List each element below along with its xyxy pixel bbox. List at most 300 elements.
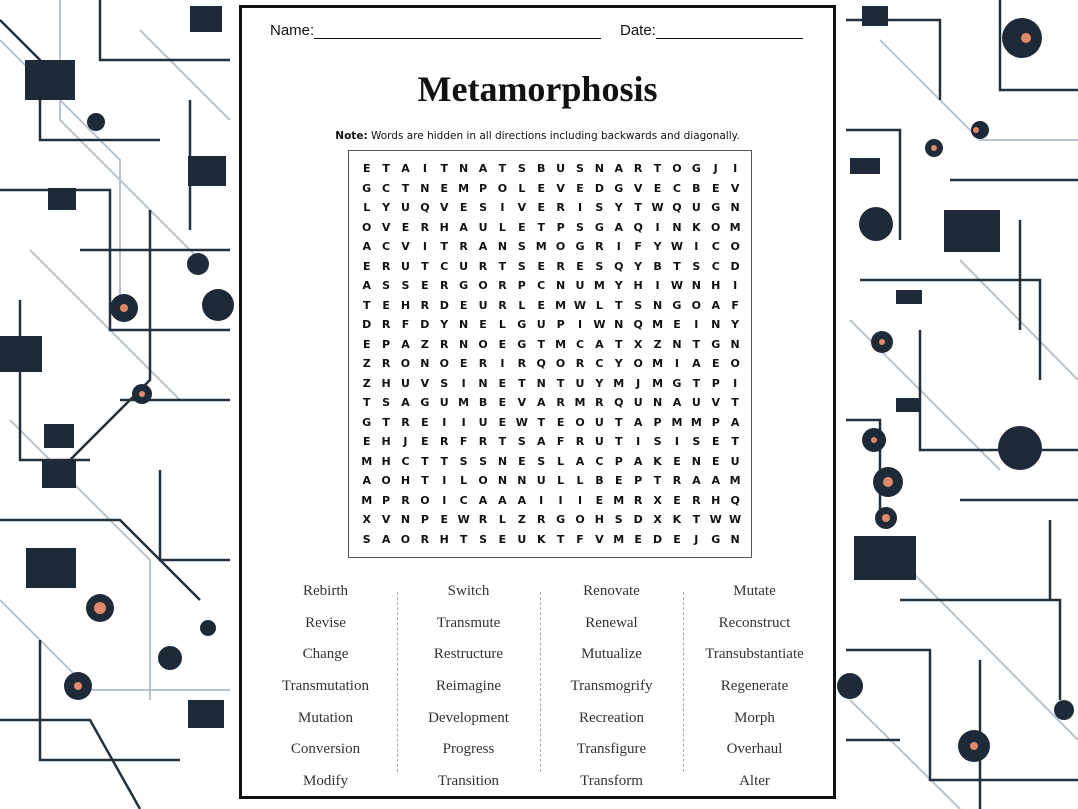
grid-letter[interactable]: G [362, 415, 372, 429]
grid-letter[interactable]: R [672, 474, 682, 488]
grid-letter[interactable]: S [479, 532, 487, 546]
grid-letter[interactable]: W [515, 415, 528, 429]
grid-letter[interactable]: G [362, 181, 372, 195]
grid-letter[interactable]: T [556, 376, 565, 390]
grid-letter[interactable]: I [442, 474, 447, 488]
grid-letter[interactable]: O [555, 357, 566, 371]
grid-letter[interactable]: L [518, 298, 526, 312]
grid-letter[interactable]: N [691, 279, 701, 293]
grid-letter[interactable]: C [595, 357, 604, 371]
grid-letter[interactable]: N [614, 318, 624, 332]
grid-letter[interactable]: R [381, 259, 391, 273]
grid-letter[interactable]: K [672, 513, 682, 527]
grid-letter[interactable]: R [633, 493, 643, 507]
grid-letter[interactable]: C [440, 259, 449, 273]
grid-letter[interactable]: P [653, 415, 662, 429]
grid-letter[interactable]: R [498, 298, 507, 312]
grid-letter[interactable]: R [478, 435, 488, 449]
grid-letter[interactable]: G [459, 279, 469, 293]
grid-letter[interactable]: E [459, 357, 468, 371]
grid-letter[interactable]: E [653, 181, 662, 195]
grid-letter[interactable]: F [731, 298, 739, 312]
grid-letter[interactable]: Q [614, 396, 624, 410]
grid-letter[interactable]: P [556, 318, 565, 332]
grid-letter[interactable]: R [633, 162, 643, 176]
grid-letter[interactable]: A [401, 396, 410, 410]
grid-letter[interactable]: A [362, 279, 371, 293]
grid-letter[interactable]: T [421, 259, 429, 273]
grid-letter[interactable]: U [439, 396, 449, 410]
grid-letter[interactable]: Z [653, 337, 662, 351]
grid-letter[interactable]: L [576, 474, 584, 488]
grid-letter[interactable]: R [401, 493, 410, 507]
grid-letter[interactable]: V [730, 181, 740, 195]
grid-letter[interactable]: W [457, 513, 470, 527]
grid-letter[interactable]: I [733, 162, 738, 176]
grid-letter[interactable]: I [694, 240, 699, 254]
grid-letter[interactable]: E [459, 201, 468, 215]
grid-letter[interactable]: T [692, 376, 701, 390]
grid-letter[interactable]: T [362, 396, 371, 410]
grid-letter[interactable]: U [401, 376, 410, 390]
grid-letter[interactable]: U [594, 415, 604, 429]
grid-letter[interactable]: M [729, 474, 741, 488]
grid-letter[interactable]: H [400, 474, 411, 488]
grid-letter[interactable]: I [694, 318, 699, 332]
grid-letter[interactable]: N [652, 298, 663, 312]
grid-letter[interactable]: R [381, 318, 391, 332]
grid-letter[interactable]: S [479, 201, 487, 215]
grid-letter[interactable]: N [594, 162, 604, 176]
grid-letter[interactable]: J [636, 376, 641, 390]
grid-letter[interactable]: O [575, 415, 585, 429]
grid-letter[interactable]: E [362, 435, 371, 449]
grid-letter[interactable]: V [556, 181, 565, 195]
grid-letter[interactable]: M [555, 298, 567, 312]
grid-letter[interactable]: B [692, 181, 701, 195]
grid-letter[interactable]: U [517, 532, 527, 546]
grid-letter[interactable]: R [517, 357, 527, 371]
grid-letter[interactable]: A [362, 240, 371, 254]
grid-letter[interactable]: E [673, 532, 681, 546]
grid-letter[interactable]: I [422, 162, 427, 176]
grid-letter[interactable]: U [691, 396, 701, 410]
grid-letter[interactable]: Z [517, 513, 526, 527]
grid-letter[interactable]: C [575, 337, 585, 351]
grid-letter[interactable]: E [421, 415, 429, 429]
grid-letter[interactable]: R [556, 201, 565, 215]
grid-letter[interactable]: P [517, 279, 526, 293]
grid-letter[interactable]: R [692, 493, 701, 507]
grid-letter[interactable]: R [536, 513, 546, 527]
grid-letter[interactable]: J [403, 435, 408, 449]
grid-letter[interactable]: C [382, 240, 391, 254]
grid-letter[interactable]: F [634, 240, 642, 254]
grid-letter[interactable]: M [555, 337, 567, 351]
grid-letter[interactable]: I [558, 493, 563, 507]
grid-letter[interactable]: N [730, 532, 740, 546]
grid-letter[interactable]: R [478, 513, 488, 527]
grid-letter[interactable]: E [537, 181, 545, 195]
grid-letter[interactable]: A [478, 240, 488, 254]
grid-letter[interactable]: G [517, 318, 527, 332]
grid-letter[interactable]: S [479, 454, 487, 468]
grid-letter[interactable]: A [633, 454, 643, 468]
grid-letter[interactable]: A [536, 396, 546, 410]
grid-letter[interactable]: O [478, 474, 488, 488]
grid-letter[interactable]: O [478, 279, 488, 293]
grid-letter[interactable]: L [498, 220, 506, 234]
grid-letter[interactable]: D [633, 513, 643, 527]
grid-letter[interactable]: N [459, 318, 469, 332]
grid-letter[interactable]: S [595, 201, 604, 215]
grid-letter[interactable]: N [420, 181, 430, 195]
grid-letter[interactable]: U [536, 318, 546, 332]
grid-letter[interactable]: N [652, 396, 663, 410]
grid-letter[interactable]: T [440, 240, 449, 254]
grid-letter[interactable]: M [613, 532, 625, 546]
grid-letter[interactable]: R [420, 220, 430, 234]
grid-letter[interactable]: H [711, 279, 721, 293]
grid-letter[interactable]: T [731, 435, 739, 449]
grid-letter[interactable]: U [478, 415, 488, 429]
grid-letter[interactable]: Y [731, 318, 740, 332]
grid-letter[interactable]: O [420, 493, 430, 507]
name-field[interactable] [270, 22, 601, 39]
grid-letter[interactable]: X [653, 493, 662, 507]
grid-letter[interactable]: T [518, 376, 526, 390]
grid-letter[interactable]: F [459, 435, 468, 449]
grid-letter[interactable]: Q [536, 357, 546, 371]
grid-letter[interactable]: T [498, 162, 507, 176]
grid-letter[interactable]: S [634, 298, 643, 312]
grid-letter[interactable]: P [711, 376, 720, 390]
grid-letter[interactable]: M [361, 493, 373, 507]
grid-letter[interactable]: E [440, 181, 449, 195]
grid-letter[interactable]: N [555, 279, 566, 293]
grid-letter[interactable]: E [615, 474, 623, 488]
grid-letter[interactable]: T [382, 162, 390, 176]
grid-letter[interactable]: W [593, 318, 606, 332]
grid-letter[interactable]: Y [614, 279, 623, 293]
grid-letter[interactable]: E [518, 220, 526, 234]
grid-letter[interactable]: X [362, 513, 371, 527]
grid-letter[interactable]: N [730, 201, 740, 215]
grid-letter[interactable]: E [498, 376, 507, 390]
grid-letter[interactable]: G [594, 220, 604, 234]
grid-letter[interactable]: P [382, 493, 391, 507]
grid-letter[interactable]: S [382, 279, 391, 293]
grid-letter[interactable]: W [729, 513, 742, 527]
grid-letter[interactable]: V [420, 376, 430, 390]
grid-letter[interactable]: T [459, 532, 468, 546]
grid-letter[interactable]: M [729, 220, 741, 234]
grid-letter[interactable]: E [556, 415, 565, 429]
grid-letter[interactable]: U [633, 396, 643, 410]
grid-letter[interactable]: I [655, 279, 660, 293]
grid-letter[interactable]: W [670, 279, 684, 293]
grid-letter[interactable]: E [440, 513, 449, 527]
grid-letter[interactable]: R [401, 415, 410, 429]
grid-letter[interactable]: H [381, 376, 391, 390]
grid-letter[interactable]: V [440, 201, 449, 215]
grid-letter[interactable]: L [460, 474, 468, 488]
grid-letter[interactable]: S [401, 279, 410, 293]
grid-letter[interactable]: E [673, 493, 681, 507]
grid-letter[interactable]: T [731, 396, 739, 410]
grid-letter[interactable]: Q [614, 259, 624, 273]
grid-letter[interactable]: R [575, 435, 585, 449]
grid-letter[interactable]: M [613, 493, 625, 507]
grid-letter[interactable]: T [382, 415, 390, 429]
grid-letter[interactable]: Y [440, 318, 449, 332]
grid-letter[interactable]: V [401, 240, 410, 254]
grid-letter[interactable]: I [674, 357, 679, 371]
grid-letter[interactable]: D [420, 318, 430, 332]
grid-letter[interactable]: E [479, 318, 487, 332]
grid-letter[interactable]: S [692, 259, 701, 273]
grid-letter[interactable]: N [478, 376, 488, 390]
grid-letter[interactable]: R [556, 259, 565, 273]
grid-letter[interactable]: I [422, 240, 427, 254]
grid-letter[interactable]: R [420, 298, 430, 312]
grid-letter[interactable]: E [382, 298, 390, 312]
grid-letter[interactable]: M [593, 279, 605, 293]
grid-letter[interactable]: S [614, 513, 623, 527]
grid-letter[interactable]: H [439, 532, 449, 546]
grid-letter[interactable]: R [478, 259, 488, 273]
grid-letter[interactable]: A [730, 415, 740, 429]
grid-letter[interactable]: A [614, 220, 624, 234]
grid-letter[interactable]: I [500, 201, 505, 215]
grid-letter[interactable]: P [634, 474, 643, 488]
grid-letter[interactable]: H [633, 279, 643, 293]
grid-letter[interactable]: H [439, 220, 449, 234]
grid-letter[interactable]: E [498, 415, 507, 429]
grid-letter[interactable]: M [361, 454, 373, 468]
grid-letter[interactable]: R [478, 357, 488, 371]
grid-letter[interactable]: R [556, 396, 565, 410]
grid-letter[interactable]: R [498, 279, 507, 293]
grid-letter[interactable]: U [478, 220, 488, 234]
grid-letter[interactable]: R [440, 279, 449, 293]
grid-letter[interactable]: V [381, 220, 391, 234]
grid-letter[interactable]: G [614, 181, 624, 195]
grid-letter[interactable]: O [400, 357, 411, 371]
grid-letter[interactable]: E [362, 337, 371, 351]
grid-letter[interactable]: A [401, 337, 410, 351]
grid-letter[interactable]: Z [362, 357, 371, 371]
grid-letter[interactable]: R [459, 240, 468, 254]
grid-letter[interactable]: O [711, 220, 721, 234]
grid-letter[interactable]: I [636, 435, 641, 449]
grid-letter[interactable]: P [556, 220, 565, 234]
grid-letter[interactable]: A [614, 162, 624, 176]
grid-letter[interactable]: E [459, 298, 468, 312]
grid-letter[interactable]: Y [382, 201, 391, 215]
grid-letter[interactable]: Y [634, 259, 643, 273]
grid-letter[interactable]: A [478, 162, 488, 176]
grid-letter[interactable]: N [497, 240, 508, 254]
grid-letter[interactable]: I [577, 201, 583, 215]
grid-letter[interactable]: P [420, 513, 429, 527]
grid-letter[interactable]: D [730, 259, 740, 273]
grid-letter[interactable]: E [576, 259, 584, 273]
grid-letter[interactable]: O [381, 474, 391, 488]
grid-letter[interactable]: T [440, 162, 449, 176]
grid-letter[interactable]: K [692, 220, 701, 234]
grid-letter[interactable]: R [440, 435, 449, 449]
grid-letter[interactable]: N [672, 220, 682, 234]
grid-letter[interactable]: I [442, 415, 447, 429]
grid-letter[interactable]: E [711, 181, 720, 195]
grid-letter[interactable]: C [459, 493, 468, 507]
grid-letter[interactable]: D [362, 318, 372, 332]
grid-letter[interactable]: R [575, 357, 585, 371]
grid-letter[interactable]: T [440, 454, 449, 468]
grid-letter[interactable]: U [691, 201, 701, 215]
grid-letter[interactable]: G [672, 298, 682, 312]
grid-letter[interactable]: W [670, 240, 684, 254]
grid-letter[interactable]: A [362, 474, 371, 488]
grid-letter[interactable]: K [536, 532, 546, 546]
grid-letter[interactable]: U [459, 259, 469, 273]
grid-letter[interactable]: I [461, 376, 466, 390]
grid-letter[interactable]: C [711, 259, 720, 273]
grid-letter[interactable]: A [381, 532, 391, 546]
grid-letter[interactable]: T [401, 181, 410, 195]
grid-letter[interactable]: J [713, 162, 718, 176]
grid-letter[interactable]: G [711, 532, 721, 546]
grid-letter[interactable]: A [498, 493, 507, 507]
grid-letter[interactable]: U [556, 162, 566, 176]
grid-letter[interactable]: H [594, 513, 604, 527]
grid-letter[interactable]: Q [633, 220, 643, 234]
grid-letter[interactable]: M [690, 415, 702, 429]
grid-letter[interactable]: Z [362, 376, 371, 390]
grid-letter[interactable]: E [711, 435, 720, 449]
grid-letter[interactable]: O [672, 162, 682, 176]
grid-letter[interactable]: M [535, 240, 547, 254]
grid-letter[interactable]: V [517, 201, 527, 215]
grid-letter[interactable]: M [652, 318, 664, 332]
grid-letter[interactable]: F [401, 318, 410, 332]
grid-letter[interactable]: S [362, 532, 371, 546]
grid-letter[interactable]: Y [614, 357, 623, 371]
grid-letter[interactable]: H [381, 454, 391, 468]
grid-letter[interactable]: U [730, 454, 740, 468]
grid-letter[interactable]: V [517, 396, 527, 410]
grid-letter[interactable]: A [517, 493, 527, 507]
grid-letter[interactable]: E [362, 259, 371, 273]
grid-letter[interactable]: T [498, 259, 507, 273]
grid-letter[interactable]: P [479, 181, 488, 195]
grid-letter[interactable]: G [517, 337, 527, 351]
grid-letter[interactable]: C [537, 279, 546, 293]
grid-letter[interactable]: C [672, 181, 681, 195]
grid-letter[interactable]: P [382, 337, 391, 351]
grid-letter[interactable]: E [518, 454, 526, 468]
grid-letter[interactable]: F [556, 435, 565, 449]
grid-letter[interactable]: T [362, 298, 371, 312]
grid-letter[interactable]: A [478, 493, 488, 507]
grid-letter[interactable]: A [711, 298, 720, 312]
grid-letter[interactable]: K [653, 454, 662, 468]
grid-letter[interactable]: E [537, 298, 545, 312]
grid-letter[interactable]: A [536, 435, 546, 449]
grid-letter[interactable]: Y [595, 376, 604, 390]
grid-letter[interactable]: B [478, 396, 488, 410]
grid-letter[interactable]: H [711, 493, 721, 507]
grid-letter[interactable]: T [421, 454, 429, 468]
grid-letter[interactable]: S [576, 220, 584, 234]
grid-letter[interactable]: V [595, 532, 604, 546]
grid-letter[interactable]: S [517, 435, 526, 449]
grid-letter[interactable]: I [655, 220, 660, 234]
grid-letter[interactable]: G [672, 376, 682, 390]
grid-letter[interactable]: O [730, 240, 740, 254]
grid-letter[interactable]: U [594, 435, 604, 449]
grid-letter[interactable]: T [537, 220, 545, 234]
grid-letter[interactable]: C [595, 454, 604, 468]
grid-letter[interactable]: R [420, 532, 430, 546]
grid-letter[interactable]: U [575, 376, 585, 390]
grid-letter[interactable]: I [577, 493, 583, 507]
grid-letter[interactable]: N [497, 454, 508, 468]
grid-letter[interactable]: N [459, 337, 469, 351]
grid-letter[interactable]: E [576, 181, 584, 195]
grid-letter[interactable]: V [381, 513, 391, 527]
grid-letter[interactable]: A [692, 474, 701, 488]
grid-letter[interactable]: T [498, 435, 507, 449]
grid-letter[interactable]: E [401, 220, 410, 234]
grid-letter[interactable]: G [691, 162, 701, 176]
grid-letter[interactable]: O [691, 298, 702, 312]
grid-letter[interactable]: A [672, 396, 682, 410]
grid-letter[interactable]: N [459, 162, 469, 176]
grid-letter[interactable]: O [555, 240, 566, 254]
grid-letter[interactable]: E [634, 532, 642, 546]
grid-letter[interactable]: Q [633, 318, 643, 332]
grid-letter[interactable]: I [733, 376, 738, 390]
grid-letter[interactable]: O [400, 532, 411, 546]
grid-letter[interactable]: T [634, 201, 642, 215]
grid-letter[interactable]: I [733, 279, 738, 293]
grid-letter[interactable]: E [673, 318, 681, 332]
grid-letter[interactable]: L [498, 513, 506, 527]
grid-letter[interactable]: L [557, 454, 565, 468]
grid-letter[interactable]: N [730, 337, 740, 351]
grid-letter[interactable]: T [692, 513, 701, 527]
grid-letter[interactable]: S [595, 259, 604, 273]
grid-letter[interactable]: M [574, 396, 586, 410]
grid-letter[interactable]: T [537, 415, 545, 429]
grid-letter[interactable]: S [459, 454, 468, 468]
grid-letter[interactable]: O [439, 357, 449, 371]
grid-letter[interactable]: N [517, 474, 527, 488]
grid-letter[interactable]: A [459, 220, 468, 234]
grid-letter[interactable]: S [440, 376, 449, 390]
grid-letter[interactable]: U [575, 279, 585, 293]
grid-letter[interactable]: O [497, 181, 508, 195]
grid-letter[interactable]: R [595, 396, 604, 410]
grid-letter[interactable]: P [614, 454, 623, 468]
grid-letter[interactable]: I [674, 435, 679, 449]
grid-letter[interactable]: A [692, 357, 701, 371]
grid-letter[interactable]: T [653, 474, 662, 488]
grid-letter[interactable]: B [537, 162, 546, 176]
grid-letter[interactable]: U [536, 474, 546, 488]
